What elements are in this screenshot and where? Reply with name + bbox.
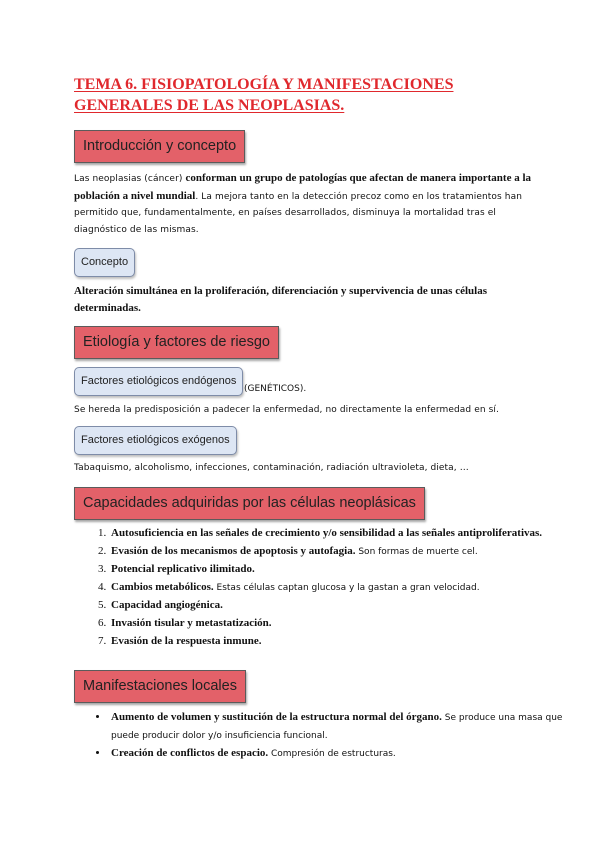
page-title (74, 74, 544, 116)
intro-text-bold: conforman un grupo de patologías que afectan de manera importante a la población a nivel mundial (74, 172, 532, 202)
list-item-bold: Creación de conflictos de espacio. (111, 747, 269, 759)
section-heading-introduccion: Introducción y concepto (74, 130, 245, 163)
endogenos-text (74, 402, 534, 419)
list-item-bold: Aumento de volumen y sustitución de la estructura normal del órgano. (111, 711, 442, 723)
list-item-bold: Cambios metabólicos. (111, 581, 214, 593)
section-heading-etiologia: Etiología y factores de riesgo (74, 326, 279, 359)
list-item-bold: Evasión de los mecanismos de apoptosis y autofagia. (111, 545, 356, 557)
list-item-bold: Invasión tisular y metastatización. (111, 617, 272, 629)
section-heading-capacidades: Capacidades adquiridas por las células neoplásicas (74, 487, 425, 520)
intro-paragraph (74, 170, 534, 238)
list-item (109, 561, 569, 579)
endogenos-text-content: Se hereda la predisposición a padecer la enfermedad, no directamente la enfermedad en sí. (74, 405, 499, 415)
concepto-definition: Alteración simultánea en la proliferación, diferenciación y supervivencia de unas células determinadas. (74, 285, 487, 314)
title-line-1: TEMA 6. FISIOPATOLOGÍA Y MANIFESTACIONES (74, 76, 454, 93)
list-item-bold: Capacidad angiogénica. (111, 599, 223, 611)
list-item-bold: Evasión de la respuesta inmune. (111, 635, 262, 647)
list-item (109, 579, 569, 597)
subheading-concepto: Concepto (74, 248, 135, 277)
exogenos-text (74, 460, 534, 477)
capacidades-list (74, 525, 569, 651)
list-item (109, 525, 569, 543)
title-line-2: GENERALES DE LAS NEOPLASIAS. (74, 97, 345, 114)
list-item (109, 597, 569, 615)
list-item-rest: Compresión de estructuras. (268, 749, 396, 759)
section-heading-manifestaciones: Manifestaciones locales (74, 670, 246, 703)
endogenos-note: (GENÉTICOS). (244, 384, 307, 394)
list-item (109, 745, 569, 763)
list-item-rest: Son formas de muerte cel. (355, 547, 478, 557)
exogenos-text-content: Tabaquismo, alcoholismo, infecciones, contaminación, radiación ultravioleta, dieta, … (74, 463, 469, 473)
list-item-bold: Autosuficiencia en las señales de crecimiento y/o sensibilidad a las señales antiproliferativas. (111, 527, 543, 539)
list-item (109, 615, 569, 633)
subheading-exogenos: Factores etiológicos exógenos (74, 426, 237, 455)
list-item-bold: Potencial replicativo ilimitado. (111, 563, 255, 575)
list-item (109, 709, 569, 745)
list-item-rest: Estas células captan glucosa y la gastan a gran velocidad. (213, 583, 480, 593)
list-item-rest: Se produce una masa que puede producir dolor y/o insuficiencia funcional. (111, 713, 563, 741)
list-item (109, 633, 569, 651)
intro-text-start: Las neoplasias (cáncer) (74, 174, 186, 184)
list-item (109, 543, 569, 561)
manifestaciones-list (74, 709, 569, 763)
subheading-endogenos: Factores etiológicos endógenos (74, 367, 243, 396)
intro-text-end: . La mejora tanto en la detección precoz como en los tratamientos han permitido que, fundamentalmente, en países desarrollados, disminuya la mortalidad tras el diagnóstico de las mismas. (74, 191, 522, 235)
